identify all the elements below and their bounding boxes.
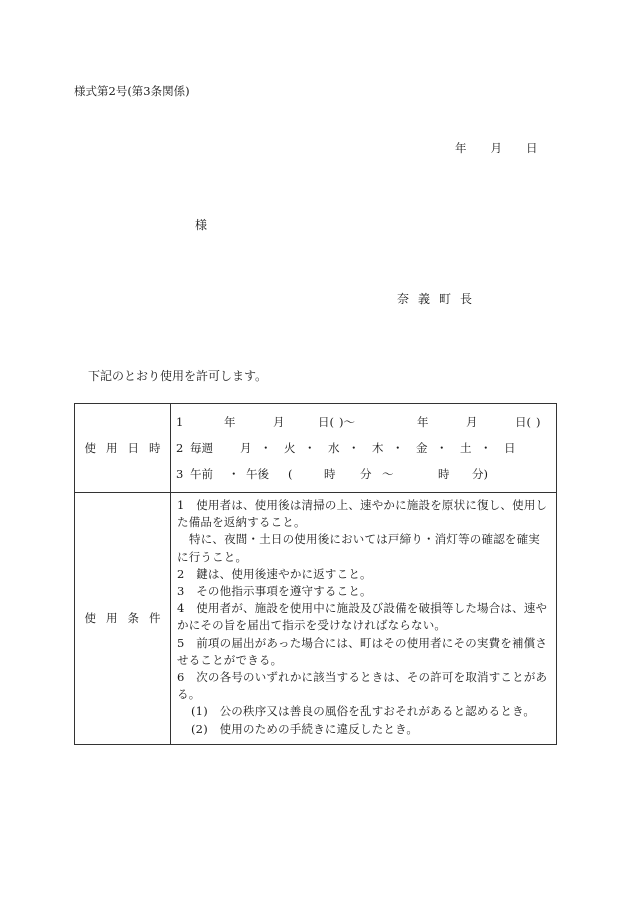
addressee-suffix: 様	[195, 218, 208, 232]
datetime-line-2: 2 毎週 月 ・ 火 ・ 水 ・ 木 ・ 金 ・ 土 ・ 日	[176, 441, 516, 455]
condition-line: に行うこと。	[177, 549, 248, 564]
datetime-cell	[171, 404, 557, 493]
condition-line: 4 使用者が、施設を使用中に施設及び設備を破損等した場合は、速や	[177, 601, 548, 616]
issuer-name: 奈義町長	[397, 292, 482, 306]
issue-date-line	[455, 143, 538, 155]
condition-subitem: (2) 使用のための手続きに違反したとき。	[191, 721, 419, 736]
datetime-label: 使用日時	[75, 404, 171, 493]
datetime-line-1: 1 年 月 日( )〜 年 月 日( )	[176, 415, 541, 429]
datetime-line-3: 3 午前 ・ 午後 ( 時 分 〜 時 分)	[176, 467, 488, 481]
condition-line: 2 鍵は、使用後速やかに返すこと。	[177, 566, 372, 581]
condition-line: た備品を返納すること。	[177, 515, 306, 530]
year-label: 年	[455, 141, 467, 155]
condition-line: かにその旨を届出て指示を受けなければならない。	[177, 618, 447, 633]
month-label: 月	[490, 141, 502, 155]
condition-line: る。	[177, 687, 201, 702]
condition-subitem: (1) 公の秩序又は善良の風俗を乱すおそれがあると認めるとき。	[191, 704, 536, 719]
day-label: 日	[526, 141, 538, 155]
condition-line: 特に、夜間・土日の使用後においては戸締り・消灯等の確認を確実	[189, 532, 540, 547]
condition-line: 5 前項の届出があった場合には、町はその使用者にその実費を補償さ	[177, 635, 548, 650]
intro-text: 下記のとおり使用を許可します。	[88, 369, 268, 383]
conditions-row	[75, 493, 557, 745]
conditions-cell	[171, 493, 557, 745]
permit-table	[74, 403, 557, 745]
condition-line: せることができる。	[177, 652, 283, 667]
condition-line: 6 次の各号のいずれかに該当するときは、その許可を取消すことがあ	[177, 670, 548, 685]
form-number: 様式第2号(第3条関係)	[74, 84, 190, 98]
conditions-label: 使用条件	[75, 493, 171, 745]
datetime-row	[75, 404, 557, 493]
condition-line: 1 使用者は、使用後は清掃の上、速やかに施設を原状に復し、使用し	[177, 498, 548, 512]
condition-line: 3 その他指示事項を遵守すること。	[177, 584, 372, 599]
